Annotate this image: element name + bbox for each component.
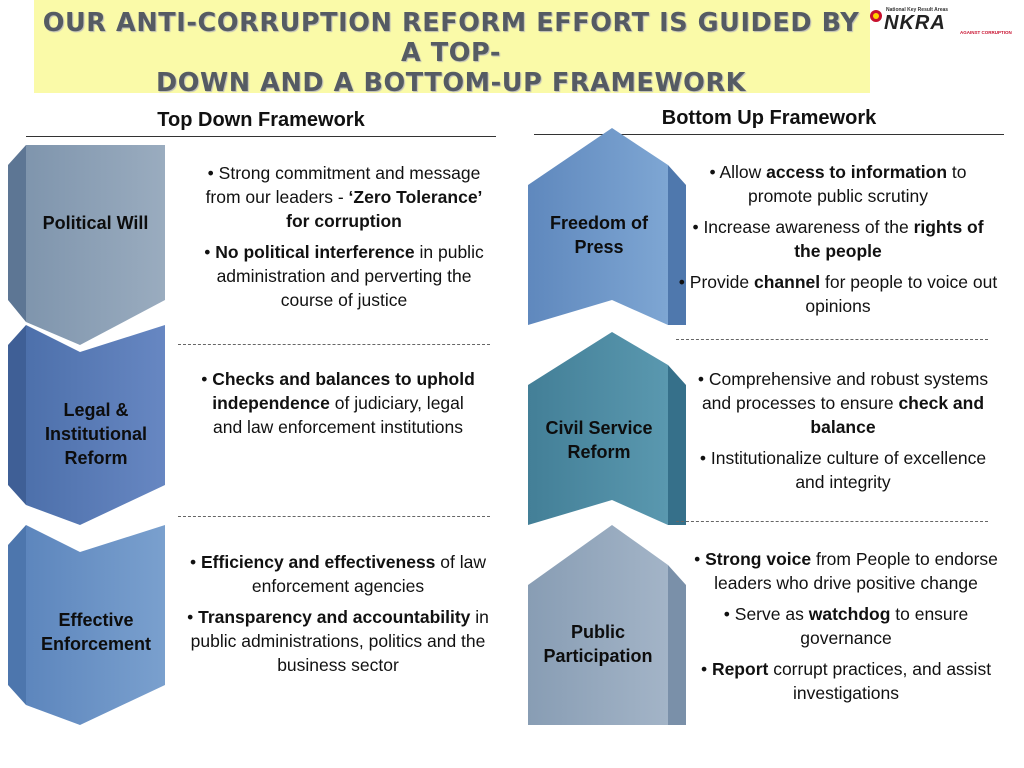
bullet-item: [688, 657, 1004, 705]
logo-main-text: NKRA: [884, 12, 946, 34]
bullet-item: [196, 240, 492, 312]
bullet-item: [196, 161, 492, 233]
bullet-dot-icon: •: [723, 604, 735, 624]
bullet-text: in public administrations, politics and the business sector: [190, 607, 489, 675]
divider-top-down-1: [178, 344, 490, 345]
label-legal-reform: Legal & Institutional Reform: [45, 400, 147, 468]
bullet-text: from People to endorse leaders who drive positive change: [714, 549, 998, 593]
divider-bottom-up-1: [676, 339, 988, 340]
bullet-dot-icon: •: [709, 162, 720, 182]
label-public-participation: Public Participation: [543, 622, 653, 666]
bullets-freedom-of-press: [678, 160, 998, 318]
bullet-item: [678, 270, 998, 318]
bullets-public-participation: [688, 547, 1004, 705]
label-effective-enforcement: Effective Enforcement: [40, 610, 152, 654]
label-freedom-of-press: Freedom of Press: [549, 213, 648, 257]
page-title-line-2: DOWN AND A BOTTOM-UP FRAMEWORK: [155, 68, 747, 98]
bullet-text: corrupt practices, and assist investigations: [768, 659, 992, 703]
label-political-will: Political Will: [42, 213, 149, 233]
bullet-text: Increase awareness of the: [703, 217, 914, 237]
label-civil-service-reform: Civil Service Reform: [545, 418, 653, 462]
bullet-emphasis: Strong voice: [705, 549, 812, 569]
bullet-dot-icon: •: [187, 607, 199, 627]
bullets-legal-reform: [200, 367, 476, 439]
chevron-political-will: [8, 145, 165, 345]
bullet-emphasis: Transparency and accountability: [198, 607, 471, 627]
bullet-text: Strong commitment and message from our leaders -: [205, 163, 481, 207]
bullet-emphasis: Report: [711, 659, 769, 679]
bullet-item: [690, 446, 996, 494]
logo-small-text: National Key Result Areas: [886, 7, 949, 13]
bullet-item: [678, 160, 998, 208]
bullets-effective-enforcement: [180, 550, 496, 677]
bullet-dot-icon: •: [204, 242, 216, 262]
bullet-text: Institutionalize culture of excellence and integrity: [710, 448, 987, 492]
divider-bottom-up-2: [676, 521, 988, 522]
bullet-text: of law enforcement agencies: [251, 552, 486, 596]
bullet-item: [688, 602, 1004, 650]
bullet-emphasis: channel: [754, 272, 821, 292]
bullet-text: to promote public scrutiny: [748, 162, 967, 206]
bullets-civil-service-reform: [690, 367, 996, 494]
bullet-emphasis: ‘Zero Tolerance’ for corruption: [286, 187, 483, 231]
bullet-dot-icon: •: [692, 217, 704, 237]
bullet-emphasis: access to information: [766, 162, 948, 182]
bullet-emphasis: Checks and balances to uphold independence: [212, 369, 475, 413]
bullet-emphasis: No political interference: [215, 242, 415, 262]
bullet-dot-icon: •: [207, 163, 219, 183]
bullet-emphasis: check and balance: [810, 393, 985, 437]
bullet-item: [678, 215, 998, 263]
bullet-item: [180, 605, 496, 677]
bullet-emphasis: watchdog: [808, 604, 891, 624]
logo-tagline: AGAINST CORRUPTION: [960, 30, 1012, 35]
bullet-text: in public administration and perverting the course of justice: [216, 242, 484, 310]
page-title-line-1: OUR ANTI-CORRUPTION REFORM EFFORT IS GUIDED BY A TOP-: [42, 8, 860, 68]
bullet-text: Provide: [689, 272, 754, 292]
bullet-text: Comprehensive and robust systems and processes to ensure: [701, 369, 989, 413]
bullet-emphasis: Efficiency and effectiveness: [201, 552, 436, 572]
bullet-text: to ensure governance: [800, 604, 969, 648]
bullet-text: Serve as: [734, 604, 809, 624]
bullet-dot-icon: •: [697, 369, 709, 389]
bullet-item: [200, 367, 476, 439]
bullet-text: of judiciary, legal and law enforcement institutions: [213, 393, 464, 437]
bullets-political-will: [196, 161, 492, 312]
bullet-dot-icon: •: [201, 369, 213, 389]
bullet-item: [688, 547, 1004, 595]
top-down-heading: Top Down Framework: [157, 109, 365, 131]
bottom-up-heading: Bottom Up Framework: [661, 107, 877, 129]
bullet-dot-icon: •: [694, 549, 706, 569]
bullet-dot-icon: •: [678, 272, 690, 292]
bullet-item: [180, 550, 496, 598]
bullet-dot-icon: •: [700, 659, 712, 679]
bullet-dot-icon: •: [699, 448, 711, 468]
bullet-text: Allow: [719, 162, 767, 182]
bullet-emphasis: rights of the people: [794, 217, 984, 261]
bullet-item: [690, 367, 996, 439]
bullet-dot-icon: •: [190, 552, 201, 572]
divider-top-down-2: [178, 516, 490, 517]
bullet-text: for people to voice out opinions: [805, 272, 998, 316]
